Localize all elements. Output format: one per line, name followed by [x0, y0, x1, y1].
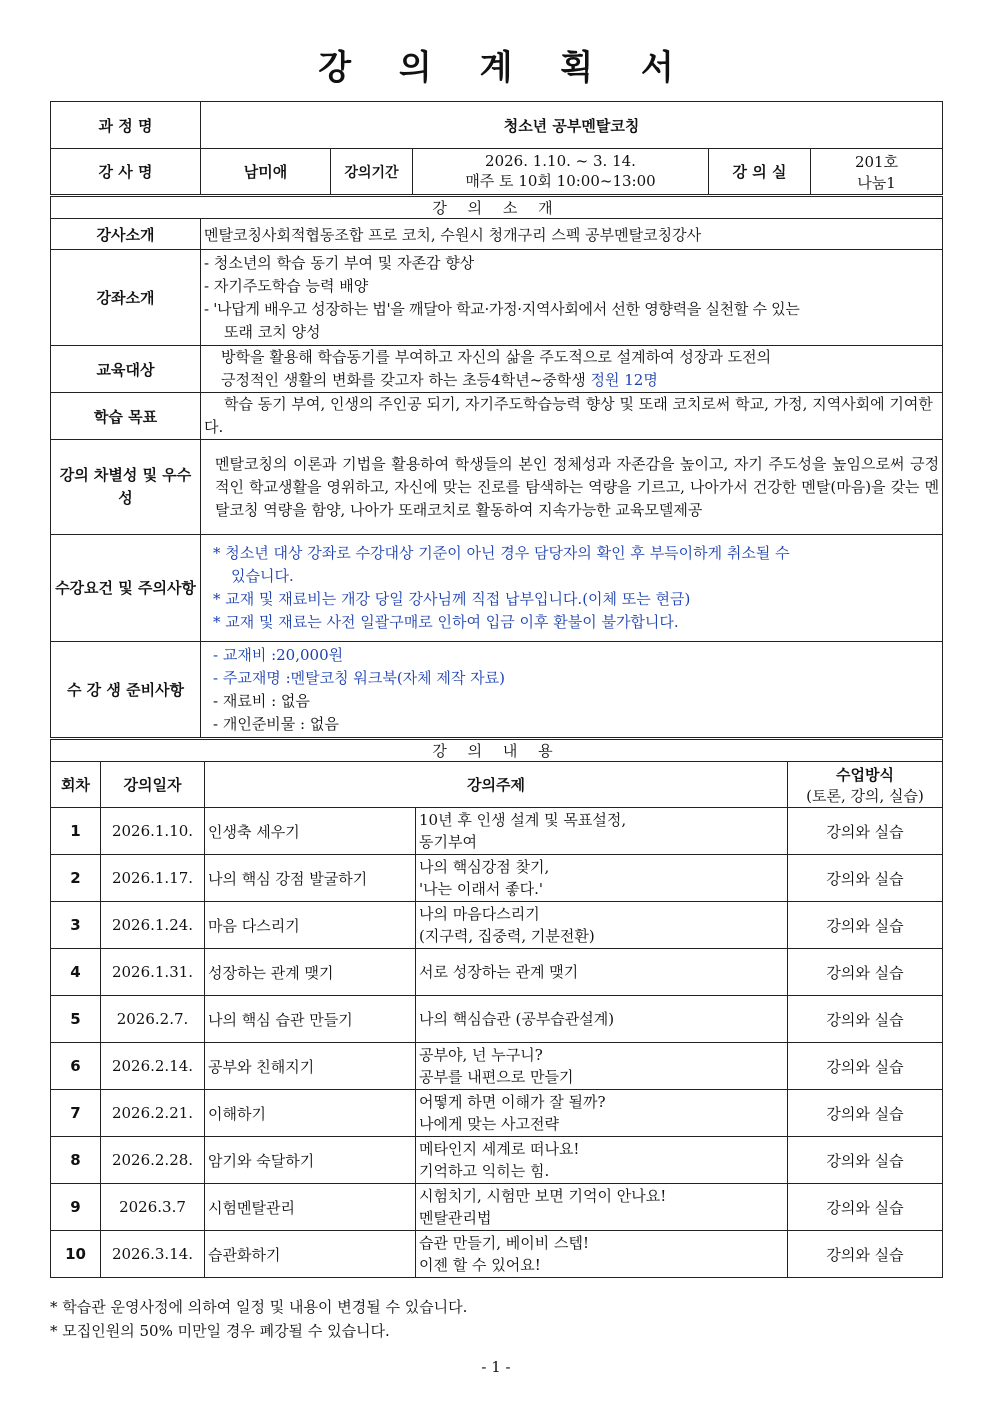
course-info-table [50, 101, 943, 738]
room-label: 강 의 실 [709, 149, 811, 196]
prep-item: - 주교재명 :멘탈코칭 워크북(자체 제작 자료) [213, 668, 505, 687]
row-detail [416, 808, 788, 855]
schedule-body [51, 808, 943, 1278]
target-line [221, 369, 939, 392]
row-no: 5 [51, 996, 101, 1043]
row-date: 2026.2.7. [101, 996, 205, 1043]
row-detail [416, 855, 788, 902]
row-date: 2026.2.21. [101, 1090, 205, 1137]
schedule-row [51, 855, 943, 902]
course-intro-label: 강좌소개 [51, 250, 201, 346]
course-name-value: 청소년 공부멘탈코칭 [201, 102, 943, 149]
section-content-header: 강 의 내 용 [51, 739, 943, 762]
schedule-row [51, 1231, 943, 1278]
course-intro-item: - 자기주도학습 능력 배양 [204, 276, 369, 295]
row-detail-line: 기억하고 익히는 힘. [419, 1162, 550, 1180]
distinct-value: 멘탈코칭의 이론과 기법을 활용하여 학생들의 본인 정체성과 자존감을 높이고, 자기 주도성을 높임으로써 긍정적인 학교생활을 영위하고, 자신에 맞는 진로를 탐색하는 역량을 기르고, 나아가서 건강한 멘탈(마음)을 갖는 멘탈코칭 역량을 함양, 나아가 또래코치로 활동하여 지속가능한 교육모델제공 [201, 440, 943, 535]
row-method: 강의와 실습 [788, 808, 943, 855]
row-method: 강의와 실습 [788, 1137, 943, 1184]
row-method: 강의와 실습 [788, 1231, 943, 1278]
row-detail-line: 나의 핵심강점 찾기, [419, 858, 550, 876]
row-no: 4 [51, 949, 101, 996]
period-dates: 2026. 1.10. ~ 3. 14. [485, 152, 636, 170]
row-detail-line: 공부를 내편으로 만들기 [419, 1068, 574, 1086]
requirement-item: * 교재 및 재료는 사전 일괄구매로 인하여 입금 이후 환불이 불가합니다. [213, 613, 679, 631]
schedule-row [51, 808, 943, 855]
period-schedule: 매주 토 10회 10:00~13:00 [465, 172, 656, 190]
requirements-list [201, 535, 943, 642]
prep-label: 수 강 생 준비사항 [51, 642, 201, 738]
row-date: 2026.1.17. [101, 855, 205, 902]
footer-note: * 모집인원의 50% 미만일 경우 폐강될 수 있습니다. [50, 1322, 390, 1340]
row-method: 강의와 실습 [788, 1184, 943, 1231]
distinct-label: 강의 차별성 및 우수성 [51, 440, 201, 535]
schedule-table [50, 737, 943, 1278]
schedule-row [51, 1184, 943, 1231]
schedule-row [51, 902, 943, 949]
instructor-intro-label: 강사소개 [51, 219, 201, 250]
row-topic: 이해하기 [205, 1090, 416, 1137]
footer-notes [50, 1295, 467, 1343]
row-detail [416, 996, 788, 1043]
course-name-label: 과 정 명 [51, 102, 201, 149]
goal-value: 학습 동기 부여, 인생의 주인공 되기, 자기주도학습능력 향상 및 또래 코치로써 학교, 가정, 지역사회에 기여한다. [201, 393, 943, 440]
row-detail-line: 공부야, 넌 누구니? [419, 1046, 543, 1064]
row-detail-line: 나의 마음다스리기 [419, 905, 540, 923]
row-detail [416, 1137, 788, 1184]
target-text: 긍정적인 생활의 변화를 갖고자 하는 초등4학년~중학생 [221, 371, 591, 389]
row-method: 강의와 실습 [788, 902, 943, 949]
row-detail-line: 이젠 할 수 있어요! [419, 1256, 541, 1274]
target-quota: 정원 12명 [590, 371, 658, 389]
row-detail [416, 949, 788, 996]
row-method: 강의와 실습 [788, 1043, 943, 1090]
schedule-row [51, 949, 943, 996]
row-detail [416, 1184, 788, 1231]
instructor-intro-value: 멘탈코칭사회적협동조합 프로 코치, 수원시 청개구리 스펙 공부멘탈코칭강사 [201, 219, 943, 250]
schedule-row [51, 1090, 943, 1137]
row-detail-line: 나에게 맞는 사고전략 [419, 1115, 559, 1133]
row-topic: 마음 다스리기 [205, 902, 416, 949]
row-detail-line: 서로 성장하는 관계 맺기 [419, 963, 579, 981]
row-date: 2026.1.24. [101, 902, 205, 949]
row-no: 7 [51, 1090, 101, 1137]
prep-item: - 개인준비물 : 없음 [213, 714, 339, 733]
row-method: 강의와 실습 [788, 1090, 943, 1137]
row-no: 3 [51, 902, 101, 949]
course-intro-item: - '나답게 배우고 성장하는 법'을 깨달아 학교·가정·지역사회에서 선한 영향력을 실천할 수 있는 [204, 299, 800, 318]
document-title: 강 의 계 획 서 [318, 48, 692, 88]
requirement-item: * 청소년 대상 강좌로 수강대상 기준이 아닌 경우 담당자의 확인 후 부득이하게 취소될 수 [213, 544, 790, 562]
row-detail-line: 시험치기, 시험만 보면 기억이 안나요! [419, 1187, 667, 1205]
requirements-label: 수강요건 및 주의사항 [51, 535, 201, 642]
row-no: 6 [51, 1043, 101, 1090]
schedule-row [51, 1137, 943, 1184]
row-detail-line: 습관 만들기, 베이비 스텝! [419, 1234, 590, 1252]
course-intro-item: 또래 코치 양성 [224, 322, 321, 341]
row-topic: 암기와 숙달하기 [205, 1137, 416, 1184]
row-topic: 인생축 세우기 [205, 808, 416, 855]
row-date: 2026.1.10. [101, 808, 205, 855]
page-number: - 1 - [481, 1358, 511, 1376]
row-topic: 습관화하기 [205, 1231, 416, 1278]
requirement-item: * 교재 및 재료비는 개강 당일 강사님께 직접 납부입니다.(이체 또는 현금) [213, 590, 691, 608]
instructor-value: 남미애 [201, 149, 331, 196]
row-no: 8 [51, 1137, 101, 1184]
course-intro-item: - 청소년의 학습 동기 부여 및 자존감 향상 [204, 253, 475, 272]
row-detail [416, 1231, 788, 1278]
prep-item: - 교재비 :20,000원 [213, 645, 344, 664]
row-detail [416, 1043, 788, 1090]
row-detail-line: 메타인지 세계로 떠나요! [419, 1140, 580, 1158]
col-header-method [788, 762, 943, 808]
method-header-sub: (토론, 강의, 실습) [806, 786, 924, 805]
col-header-no: 회차 [51, 762, 101, 808]
row-no: 2 [51, 855, 101, 902]
row-detail [416, 1090, 788, 1137]
row-date: 2026.1.31. [101, 949, 205, 996]
row-detail-line: 동기부여 [419, 833, 477, 851]
room-name: 나눔1 [857, 173, 896, 192]
row-method: 강의와 실습 [788, 855, 943, 902]
row-topic: 시험멘탈관리 [205, 1184, 416, 1231]
row-detail-line: 멘탈관리법 [419, 1209, 492, 1227]
row-date: 2026.3.14. [101, 1231, 205, 1278]
row-no: 1 [51, 808, 101, 855]
schedule-row [51, 996, 943, 1043]
target-label: 교육대상 [51, 346, 201, 393]
row-detail-line: 10년 후 인생 설계 및 목표설정, [419, 811, 627, 829]
room-value [811, 149, 943, 196]
row-method: 강의와 실습 [788, 996, 943, 1043]
row-date: 2026.2.28. [101, 1137, 205, 1184]
col-header-topic: 강의주제 [205, 762, 788, 808]
row-topic: 나의 핵심 습관 만들기 [205, 996, 416, 1043]
row-topic: 나의 핵심 강점 발굴하기 [205, 855, 416, 902]
row-detail-line: 어떻게 하면 이해가 잘 될까? [419, 1093, 606, 1111]
section-intro-header: 강 의 소 개 [51, 196, 943, 219]
row-detail-line: '나는 이래서 좋다.' [419, 880, 543, 898]
method-header-title: 수업방식 [836, 765, 894, 784]
prep-list [201, 642, 943, 738]
target-value [201, 346, 943, 393]
schedule-row [51, 1043, 943, 1090]
row-detail-line: 나의 핵심습관 (공부습관설계) [419, 1010, 615, 1028]
row-no: 10 [51, 1231, 101, 1278]
row-no: 9 [51, 1184, 101, 1231]
period-label: 강의기간 [331, 149, 413, 196]
room-number: 201호 [854, 152, 899, 171]
row-detail [416, 902, 788, 949]
course-intro-list [201, 250, 943, 346]
requirement-item: 있습니다. [231, 567, 294, 585]
row-topic: 공부와 친해지기 [205, 1043, 416, 1090]
row-date: 2026.2.14. [101, 1043, 205, 1090]
instructor-label: 강 사 명 [51, 149, 201, 196]
row-method: 강의와 실습 [788, 949, 943, 996]
row-topic: 성장하는 관계 맺기 [205, 949, 416, 996]
goal-label: 학습 목표 [51, 393, 201, 440]
period-value [413, 149, 709, 196]
row-detail-line: (지구력, 집중력, 기분전환) [419, 927, 595, 945]
row-date: 2026.3.7 [101, 1184, 205, 1231]
col-header-date: 강의일자 [101, 762, 205, 808]
footer-note: * 학습관 운영사정에 의하여 일정 및 내용이 변경될 수 있습니다. [50, 1298, 468, 1316]
prep-item: - 재료비 : 없음 [213, 691, 310, 710]
target-line: 방학을 활용해 학습동기를 부여하고 자신의 삶을 주도적으로 설계하여 성장과 도전의 [221, 348, 772, 366]
